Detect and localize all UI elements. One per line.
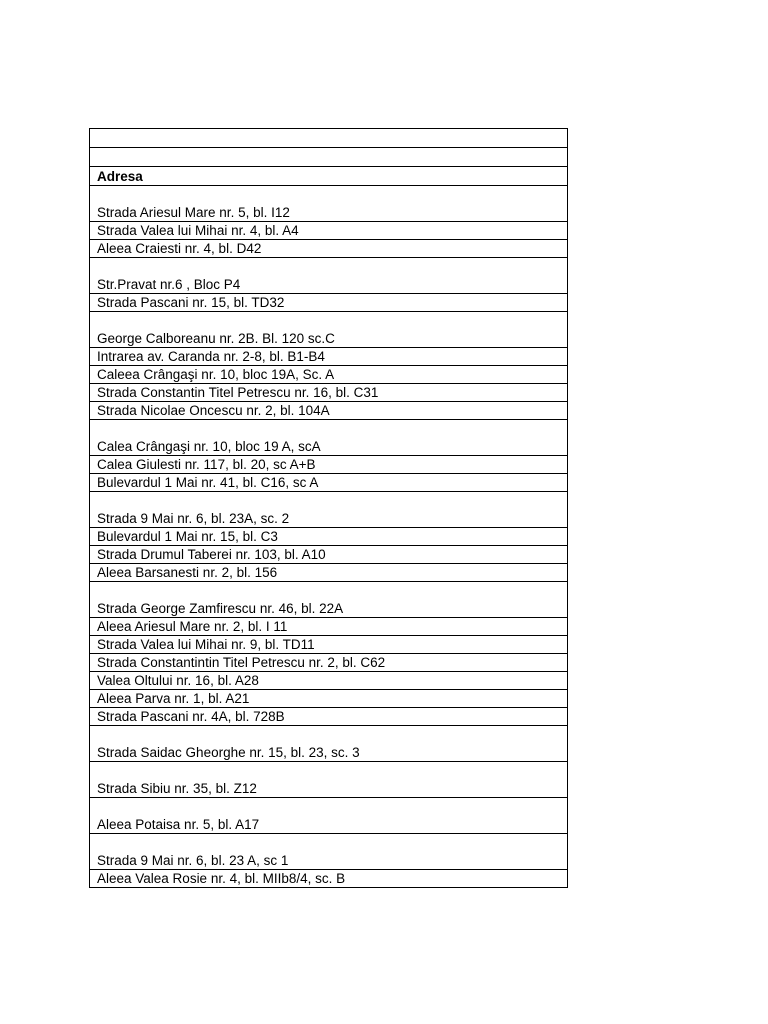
address-cell: Aleea Valea Rosie nr. 4, bl. MIIb8/4, sc. B	[90, 870, 568, 888]
address-row	[90, 294, 568, 312]
address-cell: Str.Pravat nr.6 , Bloc P4	[90, 258, 568, 294]
address-row	[90, 492, 568, 528]
address-table	[89, 128, 568, 888]
address-cell: Strada Pascani nr. 4A, bl. 728B	[90, 708, 568, 726]
address-row	[90, 420, 568, 456]
address-cell: Strada Sibiu nr. 35, bl. Z12	[90, 762, 568, 798]
address-table-body	[90, 129, 568, 888]
address-cell: Strada 9 Mai nr. 6, bl. 23A, sc. 2	[90, 492, 568, 528]
address-cell: Strada Drumul Taberei nr. 103, bl. A10	[90, 546, 568, 564]
address-cell: Aleea Potaisa nr. 5, bl. A17	[90, 798, 568, 834]
address-cell: Bulevardul 1 Mai nr. 41, bl. C16, sc A	[90, 474, 568, 492]
address-row	[90, 348, 568, 366]
address-row	[90, 402, 568, 420]
address-row	[90, 258, 568, 294]
column-header-adresa: Adresa	[90, 167, 568, 186]
address-cell: Intrarea av. Caranda nr. 2-8, bl. B1-B4	[90, 348, 568, 366]
address-cell: Caleea Crângaşi nr. 10, bloc 19A, Sc. A	[90, 366, 568, 384]
address-row	[90, 222, 568, 240]
address-row	[90, 312, 568, 348]
address-row	[90, 474, 568, 492]
address-row	[90, 726, 568, 762]
address-row	[90, 186, 568, 222]
address-cell: Bulevardul 1 Mai nr. 15, bl. C3	[90, 528, 568, 546]
address-row	[90, 240, 568, 258]
address-row	[90, 762, 568, 798]
address-row	[90, 708, 568, 726]
address-cell: Strada 9 Mai nr. 6, bl. 23 A, sc 1	[90, 834, 568, 870]
address-cell: George Calboreanu nr. 2B. Bl. 120 sc.C	[90, 312, 568, 348]
address-row	[90, 366, 568, 384]
address-row	[90, 582, 568, 618]
address-cell: Calea Giulesti nr. 117, bl. 20, sc A+B	[90, 456, 568, 474]
address-row	[90, 528, 568, 546]
blank-cell	[90, 148, 568, 167]
address-cell: Strada Ariesul Mare nr. 5, bl. I12	[90, 186, 568, 222]
blank-row	[90, 148, 568, 167]
address-row	[90, 636, 568, 654]
address-cell: Strada Constantin Titel Petrescu nr. 16, bl. C31	[90, 384, 568, 402]
blank-row	[90, 129, 568, 148]
address-cell: Strada Pascani nr. 15, bl. TD32	[90, 294, 568, 312]
address-cell: Strada Valea lui Mihai nr. 9, bl. TD11	[90, 636, 568, 654]
address-cell: Aleea Parva nr. 1, bl. A21	[90, 690, 568, 708]
address-row	[90, 564, 568, 582]
address-row	[90, 798, 568, 834]
address-cell: Strada Constantintin Titel Petrescu nr. 2, bl. C62	[90, 654, 568, 672]
address-cell: Valea Oltului nr. 16, bl. A28	[90, 672, 568, 690]
address-row	[90, 456, 568, 474]
address-cell: Strada Nicolae Oncescu nr. 2, bl. 104A	[90, 402, 568, 420]
address-row	[90, 654, 568, 672]
address-sheet	[89, 128, 568, 888]
address-cell: Aleea Barsanesti nr. 2, bl. 156	[90, 564, 568, 582]
address-cell: Strada George Zamfirescu nr. 46, bl. 22A	[90, 582, 568, 618]
address-cell: Aleea Craiesti nr. 4, bl. D42	[90, 240, 568, 258]
address-row	[90, 834, 568, 870]
address-cell: Calea Crângaşi nr. 10, bloc 19 A, scA	[90, 420, 568, 456]
address-row	[90, 690, 568, 708]
address-cell: Strada Valea lui Mihai nr. 4, bl. A4	[90, 222, 568, 240]
blank-cell	[90, 129, 568, 148]
header-row	[90, 167, 568, 186]
address-cell: Aleea Ariesul Mare nr. 2, bl. I 11	[90, 618, 568, 636]
address-row	[90, 546, 568, 564]
address-row	[90, 672, 568, 690]
address-row	[90, 618, 568, 636]
address-row	[90, 870, 568, 888]
address-row	[90, 384, 568, 402]
address-cell: Strada Saidac Gheorghe nr. 15, bl. 23, sc. 3	[90, 726, 568, 762]
